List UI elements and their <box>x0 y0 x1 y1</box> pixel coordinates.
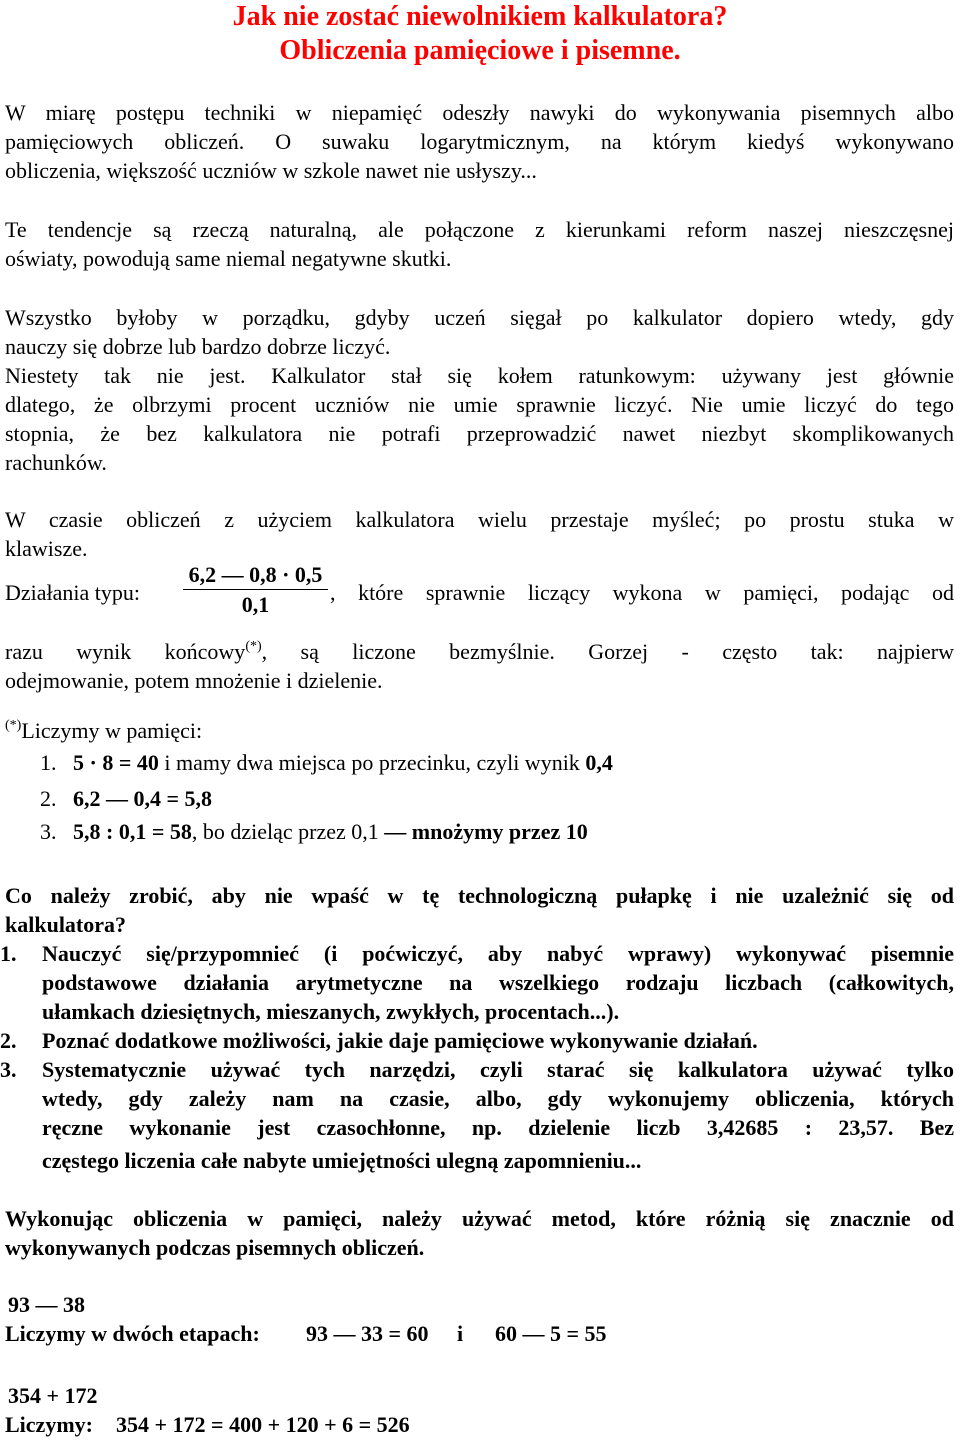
example-2-calculation: 354 + 172 = 400 + 120 + 6 = 526 <box>116 1412 410 1437</box>
fraction-bar <box>183 589 328 590</box>
footnote-marker: (*) <box>245 639 262 654</box>
text-line: rachunków. <box>5 450 107 475</box>
list-item-3 <box>0 1055 954 1175</box>
fraction-denominator: 0,1 <box>241 592 270 617</box>
text-line: ułamkach dziesiętnych, mieszanych, zwykłych, procentach...). <box>42 999 620 1024</box>
memory-heading <box>5 718 202 744</box>
list-number: 2. <box>0 1028 17 1053</box>
memory-item-1 <box>40 750 613 776</box>
text-line: wykonywanych podczas pisemnych obliczeń. <box>5 1235 425 1260</box>
example-2-label: Liczymy: <box>5 1412 93 1437</box>
math-expression: 5 · 8 = 40 <box>73 750 159 775</box>
text-line: Poznać dodatkowe możliwości, jakie daje pamięciowe wykonywanie działań. <box>42 1028 758 1053</box>
footnote-marker: (*) <box>5 718 22 733</box>
item-number: 1. <box>40 750 57 775</box>
operations-prefix: Działania typu: <box>5 580 141 605</box>
example-1-step-1: 93 — 33 = 60 <box>306 1321 429 1346</box>
item-number: 3. <box>40 819 57 844</box>
text-line: Niestety tak nie jest. Kalkulator stał się kołem ratunkowym: używany jest głównie <box>5 363 954 388</box>
text-line: częstego liczenia całe nabyte umiejętności ulegną zapomnieniu... <box>42 1148 642 1173</box>
text-line: oświaty, powodują same niemal negatywne skutki. <box>5 246 452 271</box>
text-line: Systematycznie używać tych narzędzi, czyli starać się kalkulatora używać tylko <box>42 1057 954 1082</box>
text-line: odejmowanie, potem mnożenie i dzielenie. <box>5 668 383 693</box>
paragraph-thinking <box>5 505 954 563</box>
text-fragment: , są liczone bezmyślnie. Gorzej - często tak: najpierw <box>261 639 954 664</box>
methods-paragraph <box>5 1204 954 1262</box>
example-1-expression: 93 — 38 <box>8 1292 85 1317</box>
text-line: Co należy zrobić, aby nie wpaść w tę technologiczną pułapkę i nie uzależnić się od <box>5 883 954 908</box>
text-line: klawisze. <box>5 536 88 561</box>
text-line: Nauczyć się/przypomnieć (i poćwiczyć, aby nabyć wprawy) wykonywać pisemnie <box>42 941 954 966</box>
paragraph-tendencies <box>5 215 954 273</box>
title-line-1: Jak nie zostać niewolnikiem kalkulatora? <box>232 1 728 32</box>
text-line: dlatego, że olbrzymi procent uczniów nie umie sprawnie liczyć. Nie umie liczyć do tego <box>5 392 954 417</box>
text-line: wtedy, gdy zależy nam na czasie, albo, gdy wykonujemy obliczenia, których <box>42 1086 954 1111</box>
example-1-conjunction: i <box>457 1321 464 1346</box>
memory-item-2 <box>40 786 212 812</box>
text-line: nauczy się dobrze lub bardzo dobrze liczyć. <box>5 334 391 359</box>
example-1-step-2: 60 — 5 = 55 <box>495 1321 607 1346</box>
text-line: pamięciowych obliczeń. O suwaku logarytmicznym, na którym kiedyś wykonywano <box>5 129 954 154</box>
text-line: W czasie obliczeń z użyciem kalkulatora wielu przestaje myśleć; po prostu stuka w <box>5 507 954 532</box>
math-expression: 5,8 : 0,1 = 58 <box>73 819 192 844</box>
list-item-1 <box>0 939 954 1026</box>
memory-item-3 <box>40 819 588 845</box>
fraction-numerator: 6,2 — 0,8 · 0,5 <box>188 562 323 587</box>
text-line: stopnia, że bez kalkulatora nie potrafi przeprowadzić nawet niezbyt skomplikowanych <box>5 421 954 446</box>
math-expression: — mnożymy przez 10 <box>384 819 588 844</box>
question-paragraph <box>5 881 954 939</box>
paragraph-calculator <box>5 303 954 477</box>
fraction-expression <box>183 562 328 618</box>
example-1-label: Liczymy w dwóch etapach: <box>5 1321 260 1346</box>
memory-heading-text: Liczymy w pamięci: <box>21 718 203 743</box>
list-number: 3. <box>0 1057 17 1082</box>
example-2-expression: 354 + 172 <box>8 1383 98 1408</box>
paragraph-intro <box>5 98 954 185</box>
text-line: podstawowe działania arytmetyczne na wszelkiego rodzaju liczbach (całkowitych, <box>42 970 954 995</box>
math-expression: 0,4 <box>585 750 613 775</box>
operations-suffix: , które sprawnie liczący wykona w pamięci, podając od <box>330 580 954 605</box>
text-line: Te tendencje są rzeczą naturalną, ale połączone z kierunkami reform naszej nieszczęsnej <box>5 217 954 242</box>
text-line: ręczne wykonanie jest czasochłonne, np. dzielenie liczb 3,42685 : 23,57. Bez <box>42 1115 954 1140</box>
list-item-2 <box>0 1026 954 1055</box>
text-line: W miarę postępu techniki w niepamięć odeszły nawyki do wykonywania pisemnych albo <box>5 100 954 125</box>
text-line <box>5 632 954 666</box>
text-line: Wszystko byłoby w porządku, gdyby uczeń sięgał po kalkulator dopiero wtedy, gdy <box>5 305 954 330</box>
text-fragment: razu wynik końcowy <box>5 639 246 664</box>
title-line-2: Obliczenia pamięciowe i pisemne. <box>279 35 681 66</box>
item-number: 2. <box>40 786 57 811</box>
item-text: , bo dzieląc przez 0,1 <box>191 819 385 844</box>
paragraph-operations-cont <box>5 632 954 695</box>
list-number: 1. <box>0 941 17 966</box>
text-line: kalkulatora? <box>5 912 127 937</box>
math-expression: 6,2 — 0,4 = 5,8 <box>73 786 213 811</box>
text-line: obliczenia, większość uczniów w szkole nawet nie usłyszy... <box>5 158 537 183</box>
text-line: Wykonując obliczenia w pamięci, należy używać metod, które różnią się znacznie od <box>5 1206 954 1231</box>
item-text: i mamy dwa miejsca po przecinku, czyli wynik <box>158 750 586 775</box>
